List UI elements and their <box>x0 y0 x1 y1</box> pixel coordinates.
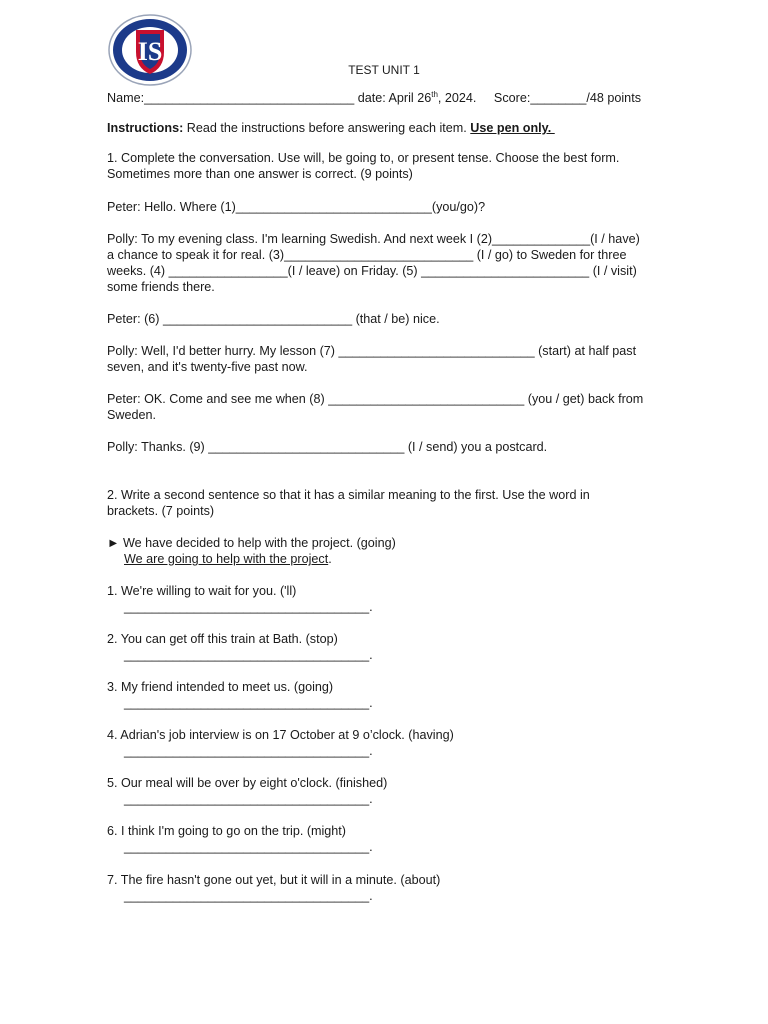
score-total: /48 points <box>586 91 641 105</box>
rewrite-item: 6. I think I'm going to go on the trip. (might) <box>107 824 347 838</box>
score-blank: ________ <box>530 91 587 105</box>
section2-heading-2: brackets. (7 points) <box>107 504 215 518</box>
rewrite-item: 1. We're willing to wait for you. ('ll) <box>107 584 297 598</box>
example-answer-period: . <box>328 552 332 566</box>
conversation-line: Polly: Well, I'd better hurry. My lesson (7) ____________________________ (start) at half past <box>107 344 637 358</box>
section2-heading-1: 2. Write a second sentence so that it has a similar meaning to the first. Use the word in <box>107 488 590 502</box>
conversation-line: Polly: Thanks. (9) ____________________________ (I / send) you a postcard. <box>107 440 548 454</box>
answer-blank[interactable]: ___________________________________. <box>124 744 373 758</box>
rewrite-item: 3. My friend intended to meet us. (going) <box>107 680 334 694</box>
answer-blank[interactable]: ___________________________________. <box>124 889 373 903</box>
conversation-line: Peter: OK. Come and see me when (8) ____________________________ (you / get) back from <box>107 392 644 406</box>
answer-blank[interactable]: ___________________________________. <box>124 600 373 614</box>
conversation-line: some friends there. <box>107 280 215 294</box>
date-year: , 2024. <box>437 91 477 105</box>
example-sentence: We have decided to help with the project. (going) <box>123 536 396 550</box>
answer-blank[interactable]: ___________________________________. <box>124 792 373 806</box>
conversation-line: Peter: (6) ___________________________ (that / be) nice. <box>107 312 440 326</box>
example-line <box>107 535 697 551</box>
test-title: TEST UNIT 1 <box>348 63 420 77</box>
score-label: Score: <box>493 91 531 105</box>
conversation-line: seven, and it's twenty-five past now. <box>107 360 308 374</box>
example-answer-line <box>124 551 714 567</box>
date-suffix: th <box>431 89 438 99</box>
svg-text:IS: IS <box>137 37 163 66</box>
rewrite-item: 2. You can get off this train at Bath. (stop) <box>107 632 338 646</box>
conversation-line: Polly: To my evening class. I'm learning Swedish. And next week I (2)______________(I / have) <box>107 232 640 246</box>
answer-blank[interactable]: ___________________________________. <box>124 840 373 854</box>
conversation-line: a chance to speak it for real. (3)___________________________ (I / go) to Sweden for three <box>107 248 627 262</box>
instructions-label: Instructions: <box>107 121 184 135</box>
rewrite-item: 7. The fire hasn't gone out yet, but it will in a minute. (about) <box>107 873 441 887</box>
section1-heading-1: 1. Complete the conversation. Use will, be going to, or present tense. Choose the best form. <box>107 151 620 165</box>
answer-blank[interactable]: ___________________________________. <box>124 696 373 710</box>
instructions-line <box>107 120 697 136</box>
conversation-line: Peter: Hello. Where (1)____________________________(you/go)? <box>107 200 486 214</box>
header-info-line <box>107 90 697 106</box>
answer-blank[interactable]: ___________________________________. <box>124 648 373 662</box>
conversation-line: Sweden. <box>107 408 157 422</box>
example-answer: We are going to help with the project <box>124 552 329 566</box>
section1-heading-2: Sometimes more than one answer is correct. (9 points) <box>107 167 413 181</box>
rewrite-item: 4. Adrian's job interview is on 17 October at 9 o’clock. (having) <box>107 728 454 742</box>
conversation-line: weeks. (4) _________________(I / leave) on Friday. (5) ________________________ (I / visit) <box>107 264 637 278</box>
pointer-arrow-icon: ► <box>107 536 120 550</box>
instructions-text: Read the instructions before answering each item. <box>183 121 471 135</box>
instructions-emphasis: Use pen only. <box>470 121 555 135</box>
date-label: date: April 26 <box>354 91 432 105</box>
name-label: Name: <box>107 91 145 105</box>
name-blank: ______________________________ <box>144 91 355 105</box>
rewrite-item: 5. Our meal will be over by eight o'clock. (finished) <box>107 776 388 790</box>
